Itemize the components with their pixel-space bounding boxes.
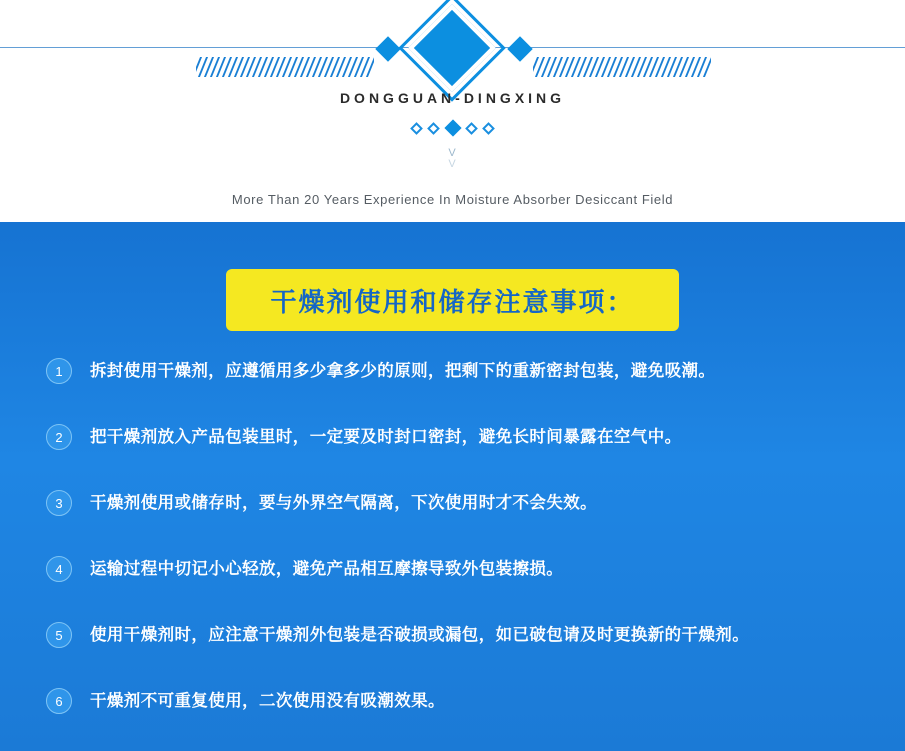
chevron-down-icon-2: V: [448, 158, 457, 170]
list-item: [46, 357, 876, 403]
notice-list: [46, 357, 876, 751]
page-header: [0, 0, 905, 222]
page-title: 干燥剂使用和储存注意事项：: [270, 286, 635, 317]
list-item: [46, 555, 876, 601]
diamond-icon-small-3: [444, 120, 461, 137]
list-item-number: 5: [46, 622, 72, 648]
hatch-lines-left: [196, 57, 374, 77]
list-item-number: 1: [46, 358, 72, 384]
diamond-icon-logo: [408, 4, 496, 92]
list-item-number: 4: [46, 556, 72, 582]
chevron-down-icon-group: [0, 148, 905, 170]
list-item-number: 2: [46, 424, 72, 450]
diamond-icon-small-2: [427, 122, 440, 135]
diamond-icon-right: [507, 36, 532, 61]
list-item-text: 使用干燥剂时，应注意干燥剂外包装是否破损或漏包，如已破包请及时更换新的干燥剂。: [90, 626, 750, 644]
diamond-icon-small-4: [465, 122, 478, 135]
list-item-text: 干燥剂不可重复使用，二次使用没有吸潮效果。: [90, 692, 445, 710]
content-panel: [0, 222, 905, 751]
diamond-icon-small-1: [410, 122, 423, 135]
list-item-number: 6: [46, 688, 72, 714]
brand-name: DONGGUAN-DINGXING: [339, 90, 566, 106]
list-item-text: 运输过程中切记小心轻放，避免产品相互摩擦导致外包装擦损。: [90, 560, 564, 578]
list-item-text: 把干燥剂放入产品包装里时，一定要及时封口密封，避免长时间暴露在空气中。: [90, 428, 682, 446]
hatch-lines-right: [533, 57, 711, 77]
diamond-icon-small-5: [483, 122, 496, 135]
chevron-down-icon-1: V: [448, 147, 457, 159]
list-item: [46, 489, 876, 535]
diamond-icon-row: [0, 122, 905, 134]
section-title-banner: [226, 269, 679, 331]
list-item: [46, 621, 876, 667]
header-tagline: More Than 20 Years Experience In Moisture Absorber Desiccant Field: [231, 192, 674, 207]
list-item: [46, 687, 876, 733]
diamond-icon-left: [375, 36, 400, 61]
list-item-number: 3: [46, 490, 72, 516]
list-item-text: 拆封使用干燥剂，应遵循用多少拿多少的原则，把剩下的重新密封包装，避免吸潮。: [90, 362, 716, 380]
list-item: [46, 423, 876, 469]
list-item-text: 干燥剂使用或储存时，要与外界空气隔离，下次使用时才不会失效。: [90, 494, 597, 512]
